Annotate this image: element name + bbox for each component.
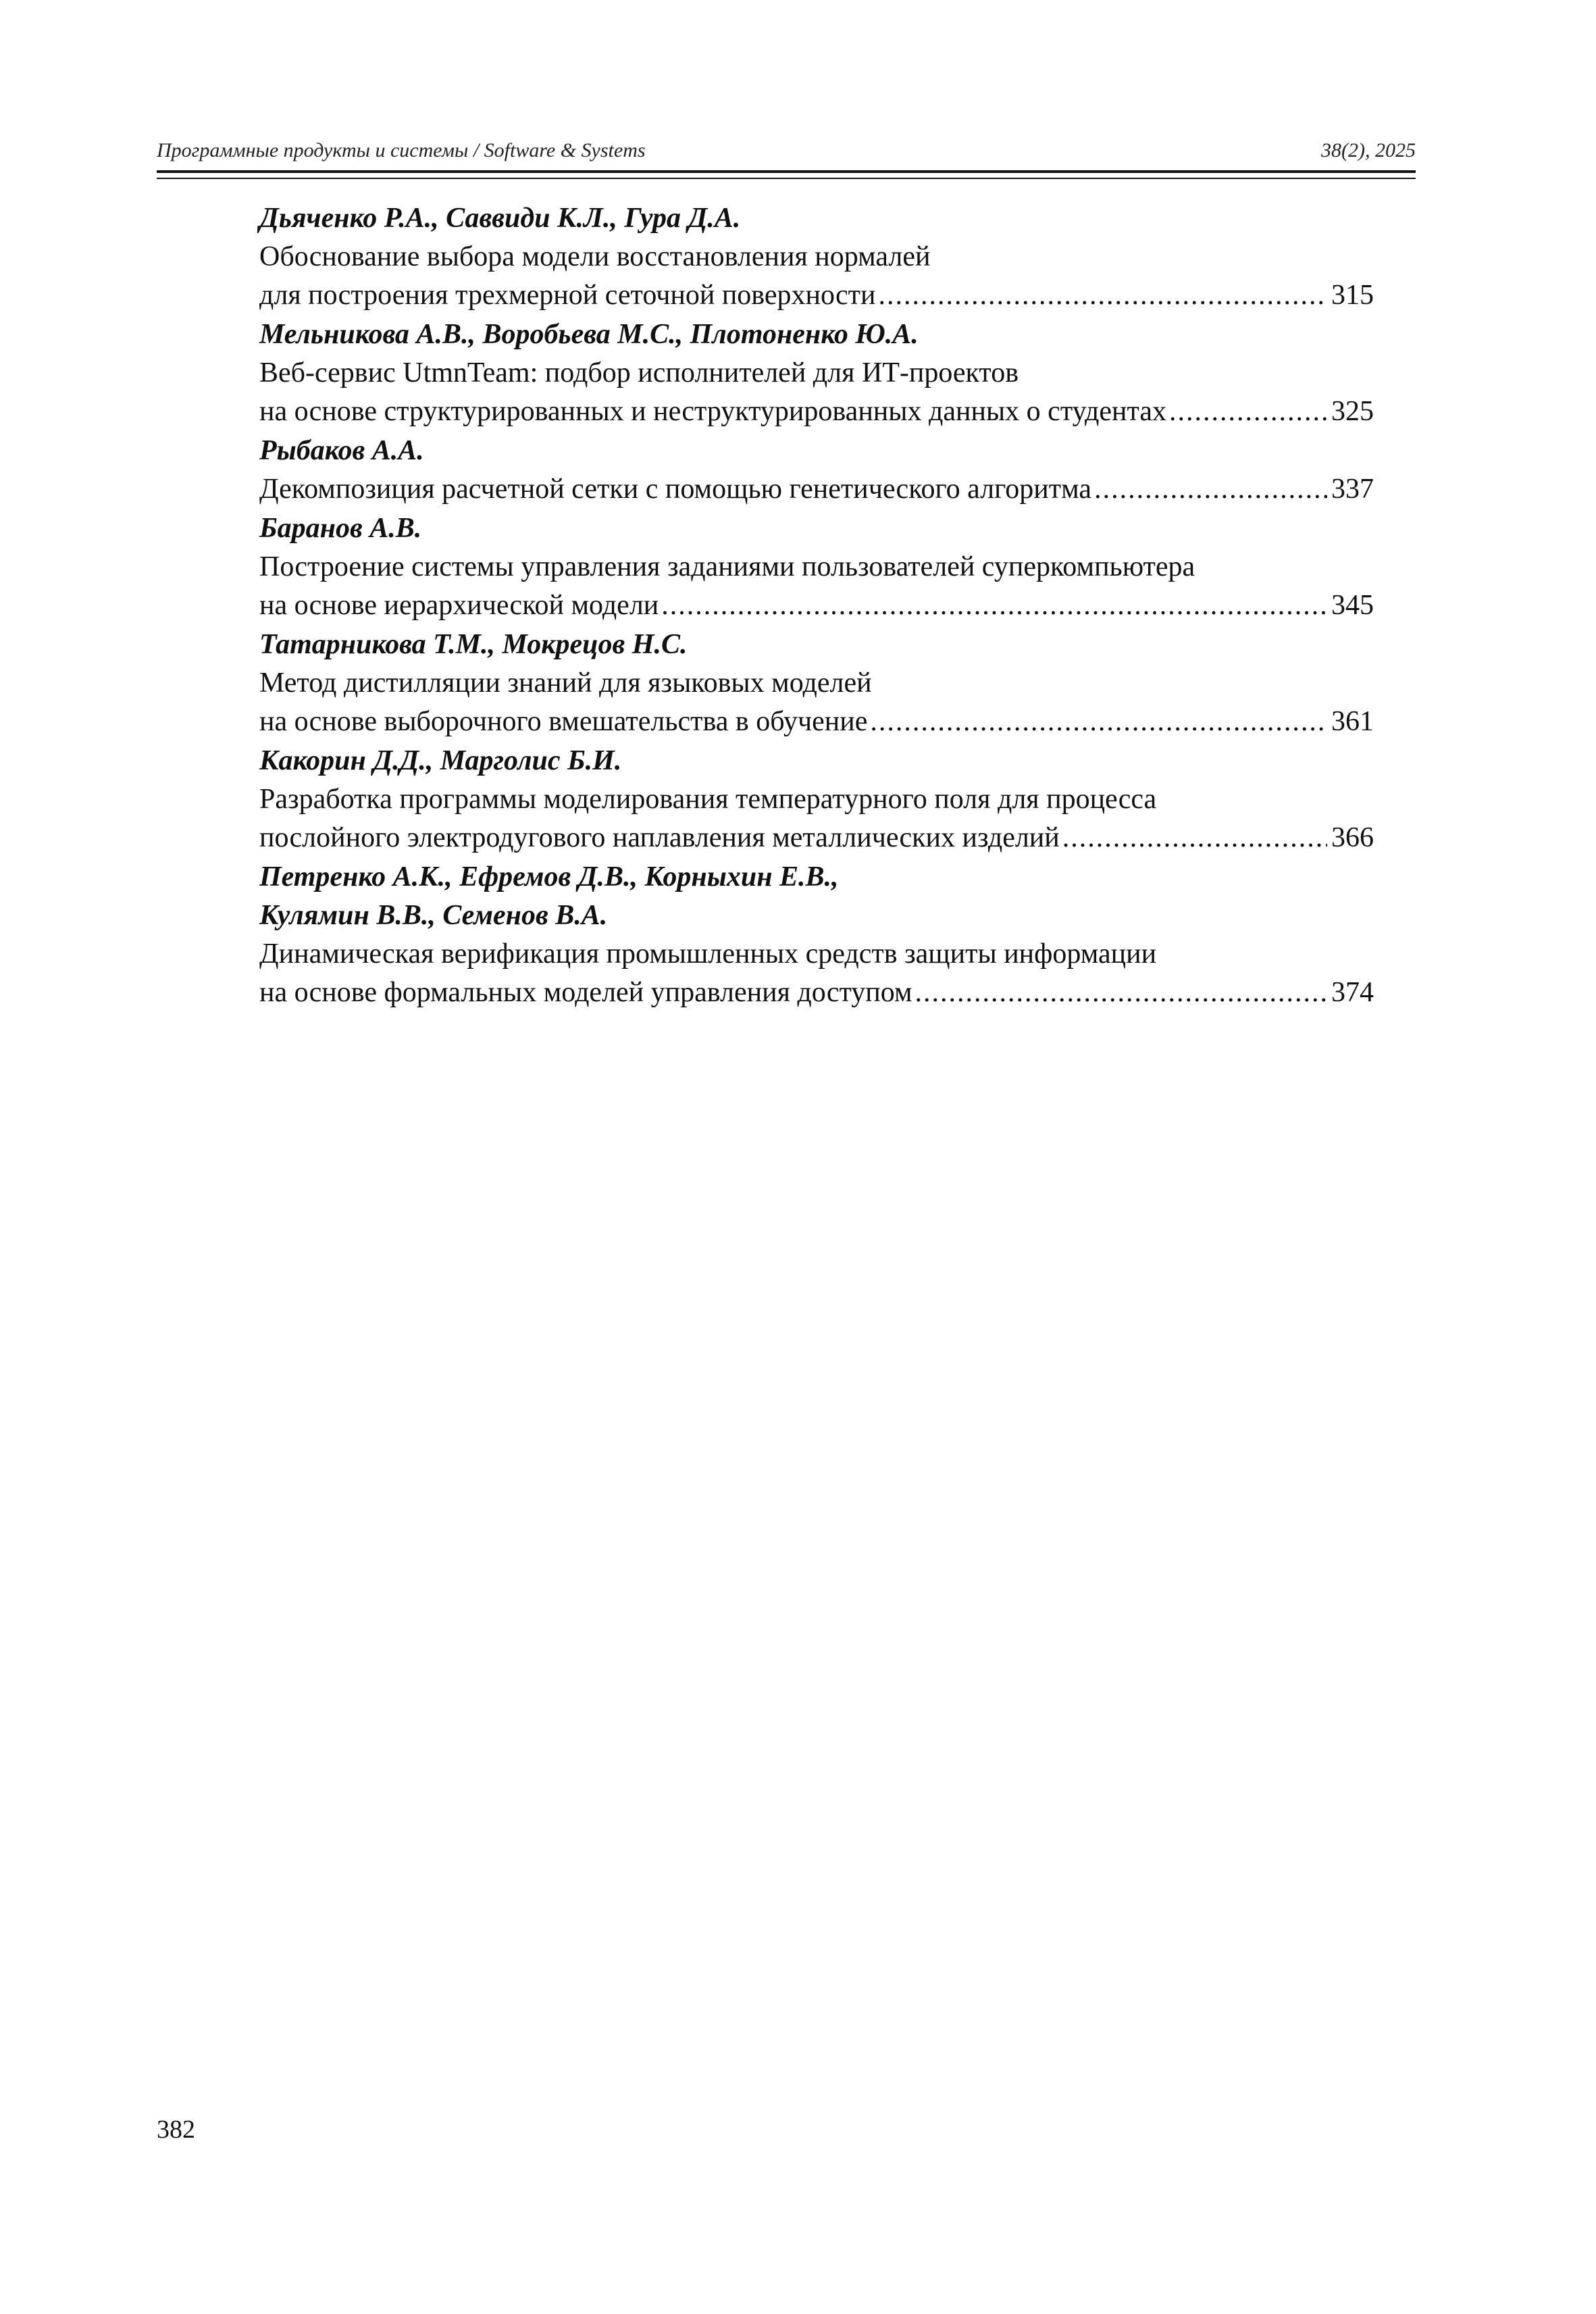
page-number: 382 xyxy=(157,2115,195,2144)
toc-entry-authors: Кулямин В.В., Семенов В.А. xyxy=(259,900,608,931)
toc-entry-title-last-line xyxy=(259,586,1374,625)
toc-entry-title: Построение системы управления заданиями пользователей суперкомпьютера xyxy=(259,551,1195,582)
header-divider-thin xyxy=(157,178,1416,179)
toc-entry-title: на основе формальных моделей управления доступом xyxy=(259,977,912,1008)
toc-entry-authors: Какорин Д.Д., Марголис Б.И. xyxy=(259,745,622,776)
toc-entry xyxy=(259,432,1374,509)
toc-entry xyxy=(259,742,1374,857)
issue-info: 38(2), 2025 xyxy=(1321,139,1416,161)
toc-entry-title-last-line xyxy=(259,276,1374,315)
toc-entry-page-ref: 337 xyxy=(1331,474,1374,505)
toc-entry-title: на основе иерархической модели xyxy=(259,590,659,621)
toc-entry-title: Динамическая верификация промышленных средств защиты информации xyxy=(259,938,1157,970)
toc-entry-title: на основе структурированных и неструктурированных данных о студентах xyxy=(259,396,1166,427)
toc-entry-page-ref: 325 xyxy=(1331,396,1374,427)
toc-entry-title: для построения трехмерной сеточной поверхности xyxy=(259,280,876,311)
dot-leader xyxy=(1062,819,1327,857)
toc-entry-title: Веб-сервис UtmnTeam: подбор исполнителей для ИТ-проектов xyxy=(259,357,1019,388)
toc-entry-title-last-line xyxy=(259,703,1374,741)
toc-entry-title-last-line xyxy=(259,819,1374,857)
toc-entry-title-last-line xyxy=(259,393,1374,431)
toc-entry-title: Метод дистилляции знаний для языковых моделей xyxy=(259,668,872,699)
journal-title: Программные продукты и системы / Software & Systems xyxy=(157,139,646,161)
toc-entry-page-ref: 374 xyxy=(1331,977,1374,1008)
table-of-contents xyxy=(259,199,1374,1013)
dot-leader xyxy=(870,703,1327,741)
toc-entry-authors: Мельникова А.В., Воробьева М.С., Плотоненко Ю.А. xyxy=(259,319,919,350)
toc-entry xyxy=(259,858,1374,1012)
toc-entry-title: Декомпозиция расчетной сетки с помощью генетического алгоритма xyxy=(259,474,1092,505)
dot-leader xyxy=(879,276,1327,315)
header-divider-thick xyxy=(157,170,1416,173)
toc-entry-page-ref: 366 xyxy=(1331,822,1374,853)
toc-entry-title: послойного электродугового наплавления металлических изделий xyxy=(259,822,1060,853)
toc-entry-authors: Татарникова Т.М., Мокрецов Н.С. xyxy=(259,629,688,660)
toc-entry xyxy=(259,199,1374,315)
toc-entry-title: Обоснование выбора модели восстановления нормалей xyxy=(259,241,931,272)
toc-entry-title-last-line xyxy=(259,470,1374,509)
toc-entry-page-ref: 345 xyxy=(1331,590,1374,621)
toc-entry-authors: Рыбаков А.А. xyxy=(259,435,424,466)
running-header xyxy=(157,137,1416,164)
toc-entry xyxy=(259,509,1374,625)
toc-entry-title-last-line xyxy=(259,974,1374,1012)
toc-entry-title: Разработка программы моделирования температурного поля для процесса xyxy=(259,784,1157,815)
dot-leader xyxy=(1169,393,1327,431)
dot-leader xyxy=(915,974,1327,1012)
dot-leader xyxy=(1094,470,1327,509)
toc-entry xyxy=(259,626,1374,741)
toc-entry-title: на основе выборочного вмешательства в обучение xyxy=(259,706,868,737)
toc-entry xyxy=(259,316,1374,431)
toc-entry-page-ref: 361 xyxy=(1331,706,1374,737)
toc-entry-page-ref: 315 xyxy=(1331,280,1374,311)
toc-entry-authors: Петренко А.К., Ефремов Д.В., Корныхин Е.В., xyxy=(259,861,839,892)
dot-leader xyxy=(661,586,1327,625)
toc-entry-authors: Дьяченко Р.А., Саввиди К.Л., Гура Д.А. xyxy=(259,203,741,234)
toc-entry-authors: Баранов А.В. xyxy=(259,513,422,544)
